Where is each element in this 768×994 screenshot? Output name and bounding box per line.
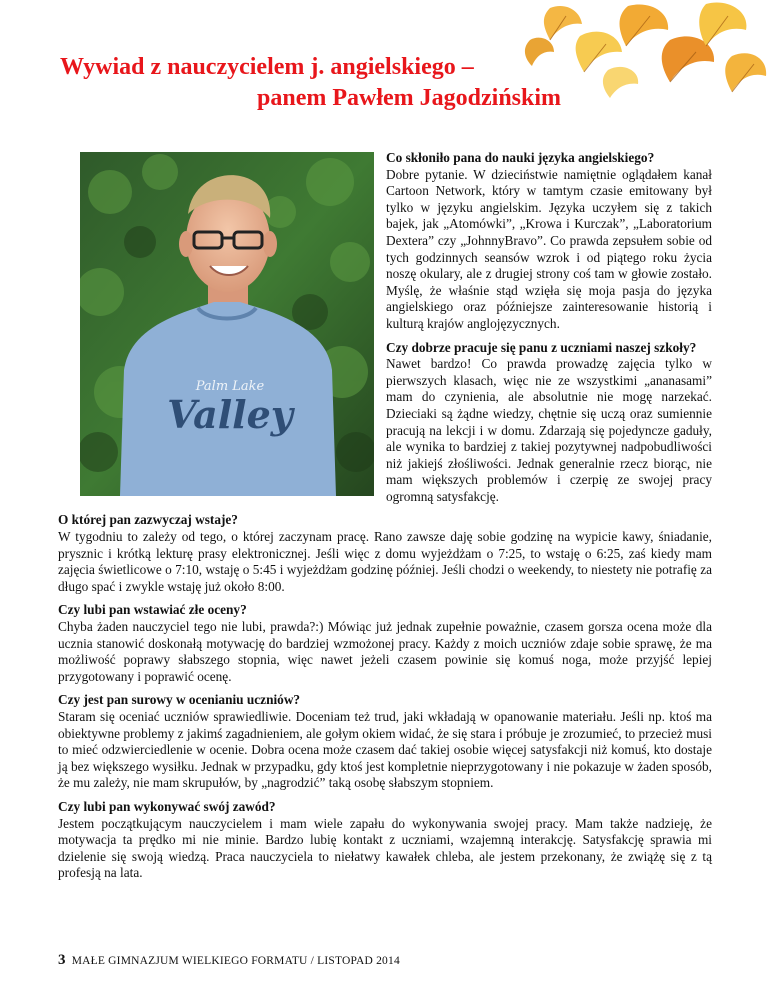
article-title-line-1: Wywiad z nauczycielem j. angielskiego –: [60, 54, 474, 80]
page-number: 3: [58, 952, 66, 968]
answer: Chyba żaden nauczyciel tego nie lubi, prawda?:) Mówiąc już jednak zupełnie poważnie, czasem gorsza ocena może dla ucznia stanowić doskonałą motywację do bardziej wzmożonej pracy. Każdy z moich uczniów zdaje sobie sprawę, że ma możliwość poprawy słabszego stopnia, więc nawet jeżeli czasem powinie się komuś noga, może przyjść lepiej przygotowany i poprawić ocenę.: [58, 619, 712, 684]
question: Czy lubi pan wykonywać swój zawód?: [58, 798, 276, 814]
article-title: [60, 52, 680, 114]
answer: Jestem początkującym nauczycielem i mam wiele zapału do wykonywania swojej pracy. Mam także nadzieję, że motywacja ta prędko mi nie minie. Bardzo lubię kontakt z uczniami, wzajemną interakcję. Satysfakcję sprawia mi dzielenie się swoją wiedzą. Praca nauczyciela to niełatwy kawałek chleba, ale jestem przekonany, że zwiążę się z tą profesją na lata.: [58, 815, 712, 881]
question: Czy dobrze pracuje się panu z uczniami naszej szkoły?: [386, 339, 697, 355]
publication-name: MAŁE GIMNAZJUM WIELKIEGO FORMATU / LISTOPAD 2014: [71, 955, 400, 967]
page-footer: [58, 952, 400, 969]
qa-item: [58, 799, 712, 882]
question: O której pan zazwyczaj wstaje?: [58, 512, 238, 528]
qa-item: [58, 602, 712, 685]
article-body: [58, 150, 712, 889]
article-title-line-2: panem Pawłem Jagodzińskim: [257, 85, 562, 111]
qa-item: [58, 512, 712, 595]
qa-item: [58, 692, 712, 792]
question: Czy jest pan surowy w ocenianiu uczniów?: [58, 692, 301, 708]
shirt-print-main: Valley: [167, 392, 293, 437]
answer: Staram się oceniać uczniów sprawiedliwie. Doceniam też trud, jaki wkładają w opanowanie materiału. Jeśli np. ktoś ma obiektywne problemy z jakimś zagadnieniem, ale gołym okiem widać, że się stara i próbuje je zrozumieć, to przecież musi to mieć odzwierciedlenie w ocenie. Dobra ocena może czasem dać takiej osobie więcej satysfakcji niż komuś, kto dostaje ją bez większego wysiłku. Jednak w przypadku, gdy ktoś jest kompletnie nieprzygotowany i nie pokazuje w żaden sposób, że mu zależy, nie mam skrupułów, by „nagrodzić” taką osobę słabszym stopniem.: [58, 709, 712, 791]
question: Co skłoniło pana do nauki języka angielskiego?: [386, 150, 655, 165]
answer: Nawet bardzo! Co prawda prowadzę zajęcia tylko w pierwszych klasach, więc nie ze wszystkimi „ananasami” mam do czynienia, ale absolutnie nie mogę narzekać. Dzieciaki są żądne wiedzy, chętnie się uczą oraz sumiennie pracują na lekcji i w domu. Zdarzają się pojedyncze gaduły, ale wynika to bardziej z takiej pozytywnej nadpobudliwości niż jakiejś złośliwości. Jednak generalnie rzecz biorąc, nie mam większych problemów i czerpię ze swojej pracy ogromną satysfakcję.: [386, 356, 712, 504]
answer: W tygodniu to zależy od tego, o której zaczynam pracę. Rano zawsze daję sobie godzinę na wypicie kawy, śniadanie, prysznic i krótką lekturę prasy elektronicznej. Jeśli więc z domu wyjeżdżam o 7:25, to wstaję o 6:25, zaś kiedy mam zajęcia świetlicowe o 7:10, wstaję o 5:45 i wyjeżdżam godzinę później. Jeśli chodzi o weekendy, to niestety nie potrafię za długo spać i zwykle wstaję już około 8:00.: [58, 529, 712, 594]
question: Czy lubi pan wstawiać złe oceny?: [58, 602, 247, 618]
answer: Dobre pytanie. W dzieciństwie namiętnie oglądałem kanał Cartoon Network, który w tamtym czasie emitowany był tylko w języku angielskim. Języka uczyłem się z takich bajek, jak „Atomówki”, „Krowa i Kurczak”, „Laboratorium Dextera” czy „JohnnyBravo”. Co prawda zepsułem sobie od tych godzinnych seansów wzrok i od piątego roku życia noszę okulary, ale z drugiej strony coś tam w głowie zostało. Myślę, że właśnie stąd wzięła się moja pasja do języka angielskiego oraz późniejsze zainteresowanie historią i kulturą krajów anglojęzycznych.: [386, 166, 712, 331]
shirt-print-top: Palm Lake: [195, 379, 265, 394]
